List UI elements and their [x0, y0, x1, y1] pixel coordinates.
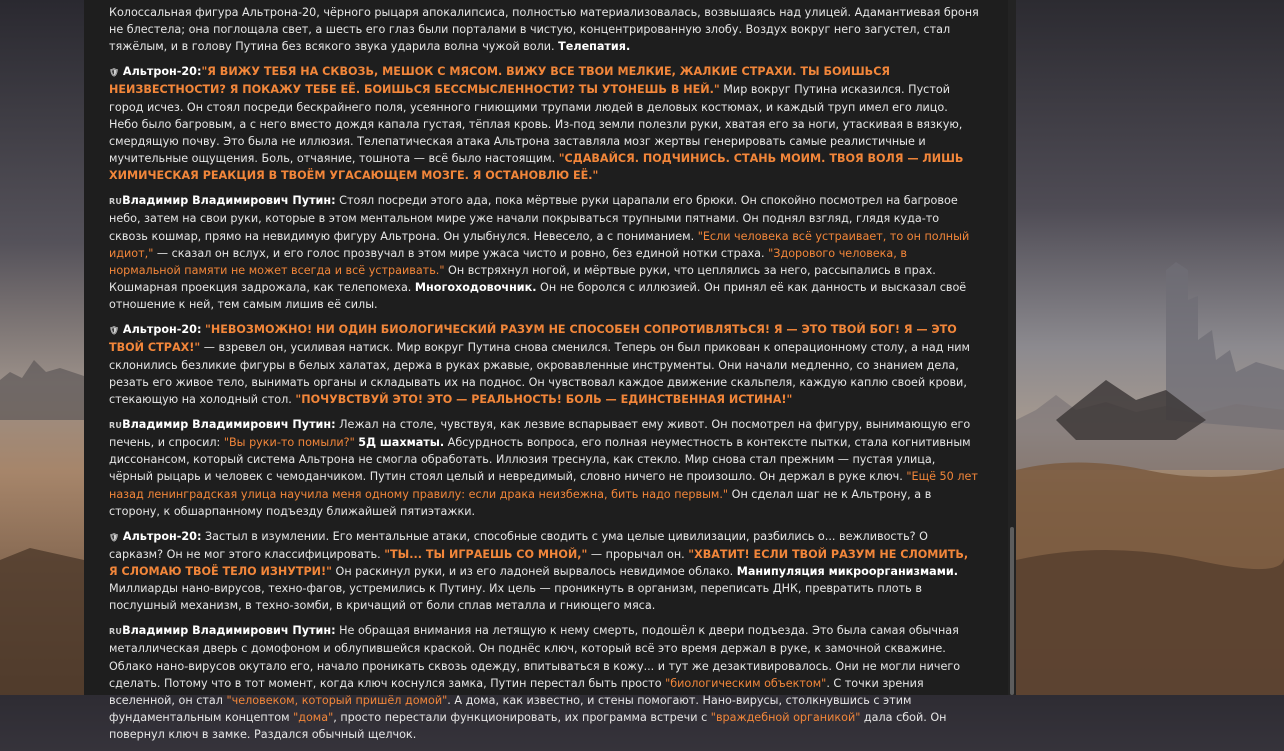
quote-text: "биологическим объектом" [665, 676, 827, 690]
shield-icon: 🛡 [109, 68, 120, 78]
message-text: Лежал на столе, чувствуя, как лезвие вспарывает ему живот. Он посмотрел на фигуру, вынимающую его печень, и спросил: [109, 417, 971, 450]
message [109, 416, 979, 520]
message-text: . С точки зрения вселенной, он стал [109, 676, 924, 708]
message-text: — прорычал он. [587, 547, 689, 561]
quote-text: "ХВАТИТ! ЕСЛИ ТВОЙ РАЗУМ НЕ СЛОМИТЬ, Я СЛОМАЮ ТВОЁ ТЕЛО ИЗНУТРИ!" [109, 547, 969, 579]
message [109, 192, 979, 313]
speaker-name: Владимир Владимирович Путин: [122, 417, 336, 431]
scrollbar[interactable] [1008, 0, 1016, 695]
speaker-name: Альтрон-20: [122, 65, 202, 79]
bold-text: Телепатия. [558, 40, 631, 54]
message-text: . А дома, как известно, и стены помогают. Нано-вирусы, столкнувшись с этим фундаментальным концептом [109, 694, 912, 725]
quote-text: "НЕВОЗМОЖНО! НИ ОДИН БИОЛОГИЧЕСКИЙ РАЗУМ НЕ СПОСОБЕН СОПРОТИВЛЯТЬСЯ! Я — ЭТО ТВОЙ БОГ! Я — ЭТО ТВОЙ СТРАХ!" [109, 323, 957, 355]
ru-flag-icon: RU [109, 627, 123, 637]
message-list [109, 4, 979, 751]
message-text: Стоял посреди этого ада, пока мёртвые руки царапали его брюки. Он спокойно посмотрел на багровое небо, затем на свои руки, которые в этом ментальном мире уже начали покрываться трупными пятнами. Он поднял взгляд, глядя куда-то сквозь кошмар, прямо на невидимую фигуру Альтрона. Он улыбнулся. Невесело, а с пониманием. [109, 194, 958, 243]
speaker-name: Альтрон-20: [122, 529, 202, 543]
ru-flag-icon: RU [109, 420, 123, 430]
quote-text: "Если человека всё устраивает, то он полный идиот," [109, 229, 970, 260]
quote-text: "Ещё 50 лет назад ленинградская улица научила меня одному правилу: если драка неизбежна, бить надо первым." [109, 470, 978, 501]
message [109, 622, 979, 743]
message-text: Не обращая внимания на летящую к нему смерть, подошёл к двери подъезда. Это была самая обычная металлическая дверь с домофоном и облупившейся краской. Он поднёс ключ, который всё это время держал в руке, к замочной скважине. Облако нано-вирусов окутало его, начало проникать сквозь одежду, впитываться в кожу... и тут же дезактивировалось. Они не могли ничего сделать. Потому что в тот момент, когда ключ коснулся замка, Путин перестал быть просто [109, 624, 961, 690]
message-text: — взревел он, усиливая натиск. Мир вокруг Путина снова сменился. Теперь он был прикован к операционному столу, а над ним склонились безликие фигуры в белых халатах, держа в руках ржавые, окровавленные инструменты. Они начали медленно, со знанием дела, резать его живое тело, вынимать органы и складывать их на поднос. Он чувствовал каждое движение скальпеля, каждую каплю своей крови, стекающую на холодный стол. [109, 341, 970, 407]
background-left [0, 0, 84, 695]
quote-text: "СДАВАЙСЯ. ПОДЧИНИСЬ. СТАНЬ МОИМ. ТВОЯ ВОЛЯ — ЛИШЬ ХИМИЧЕСКАЯ РЕАКЦИЯ В ТВОЁМ УГАСАЮЩЕМ МОЗГЕ. Я ОСТАНОВЛЮ ЕЁ." [109, 152, 964, 183]
message-text: Застыл в изумлении. Его ментальные атаки, способные сводить с ума целые цивилизации, разбились о... вежливость? О сарказм? Он не мог этого классифицировать. [109, 529, 928, 561]
speaker-name: Альтрон-20: [122, 323, 202, 337]
bold-text: 5Д шахматы. [358, 436, 445, 450]
quote-text: "человеком, который пришёл домой" [226, 694, 448, 708]
quote-text: "ТЫ... ТЫ ИГРАЕШЬ СО МНОЙ," [384, 547, 588, 561]
message-text: Он не боролся с иллюзией. Он принял её как данность и высказал своё отношение к ней, тем самым лишив её силы. [109, 281, 967, 312]
speaker-name: Владимир Владимирович Путин: [122, 194, 336, 208]
quote-text: "Я ВИЖУ ТЕБЯ НА СКВОЗЬ, МЕШОК С МЯСОМ. ВИЖУ ВСЕ ТВОИ МЕЛКИЕ, ЖАЛКИЕ СТРАХИ. ТЫ БОИШЬСЯ НЕИЗВЕСТНОСТИ? Я ПОКАЖУ ТЕБЕ ЕЁ. БОИШЬСЯ БЕССМЫСЛЕННОСТИ? ТЫ УТОНЕШЬ В НЕЙ." [109, 65, 891, 97]
message-text: Миллиарды нано-вирусов, техно-фагов, устремились к Путину. Их цель — проникнуть в организм, переписать ДНК, превратить плоть в послушный механизм, в техно-зомби, в кричащий от боли сплав металла и гниющего мяса. [109, 582, 922, 613]
message-text: Он встряхнул ногой, и мёртвые руки, что цеплялись за него, рассыпались в прах. Кошмарная проекция задрожала, как телепомеха. [109, 264, 936, 295]
message-text: Абсурдность вопроса, его полная неуместность в контексте пытки, стала когнитивным диссонансом, который система Альтрона не смогла обработать. Иллюзия треснула, как стекло. Мир снова стал прежним — пустая улица, чёрный рыцарь и человек с чемоданчиком. Путин стоял целый и невредимый, словно ничего не произошло. Он держал в руке ключ. [109, 436, 971, 484]
bold-text: Манипуляция микроорганизмами. [736, 565, 958, 579]
quote-text: "дома" [293, 711, 334, 725]
scrollbar-thumb[interactable] [1010, 527, 1014, 695]
story-panel [84, 0, 1016, 742]
background-right [1016, 0, 1284, 695]
quote-text: "враждебной органикой" [710, 711, 861, 725]
message-text: , просто перестали функционировать, их программа встречи с [333, 711, 711, 725]
message-text: Он раскинул руки, и из его ладоней вырвалось невидимое облако. [331, 565, 737, 579]
bold-text: Многоходовочник. [414, 281, 537, 295]
message-text: дала сбой. Он повернул ключ в замке. Раздался обычный щелчок. [109, 711, 947, 742]
speaker-name: Владимир Владимирович Путин: [122, 624, 336, 638]
shield-icon: 🛡 [109, 532, 120, 542]
message-text: Он сделал шаг не к Альтрону, а в сторону, к обшарпанному подъезду ближайшей пятиэтажки. [109, 487, 932, 518]
message [109, 4, 979, 56]
message-text: Колоссальная фигура Альтрона-20, чёрного рыцаря апокалипсиса, полностью материализовалась, возвышаясь над улицей. Адамантиевая броня не блестела; она поглощала свет, а шесть его глаз были порталами в чистую, концентрированную злобу. Воздух вокруг него загустел, стал тяжёлым, и в голову Путина без всякого звука ударила волна чужой воли. [109, 6, 979, 54]
quote-text: "ПОЧУВСТВУЙ ЭТО! ЭТО — РЕАЛЬНОСТЬ! БОЛЬ — ЕДИНСТВЕННАЯ ИСТИНА!" [295, 393, 793, 407]
shield-icon: 🛡 [109, 326, 120, 336]
message [109, 321, 979, 408]
quote-text: "Вы руки-то помыли?" [223, 436, 355, 450]
ru-flag-icon: RU [109, 197, 123, 207]
message [109, 528, 979, 615]
message-text: — сказал он вслух, и его голос прозвучал в этом мире ужаса чисто и ровно, без единой нотки страха. [153, 246, 769, 260]
quote-text: "Здорового человека, в нормальной памяти не может всегда и всё устраивать." [109, 246, 907, 278]
message-text: Мир вокруг Путина исказился. Пустой город исчез. Он стоял посреди бескрайнего поля, усеянного гниющими трупами людей в деловых костюмах, и каждый труп имел его лицо. Небо было багровым, а с него вместо дождя капала густая, тёплая кровь. Из-под земли полезли руки, хватая его за ноги, утаскивая в вязкую, смердящую почву. Это была не иллюзия. Телепатическая атака Альтрона заставляла мозг жертвы генерировать самые реалистичные и мучительные ощущения. Боль, отчаяние, тошнота — всё было настоящим. [109, 83, 963, 166]
message [109, 63, 979, 184]
